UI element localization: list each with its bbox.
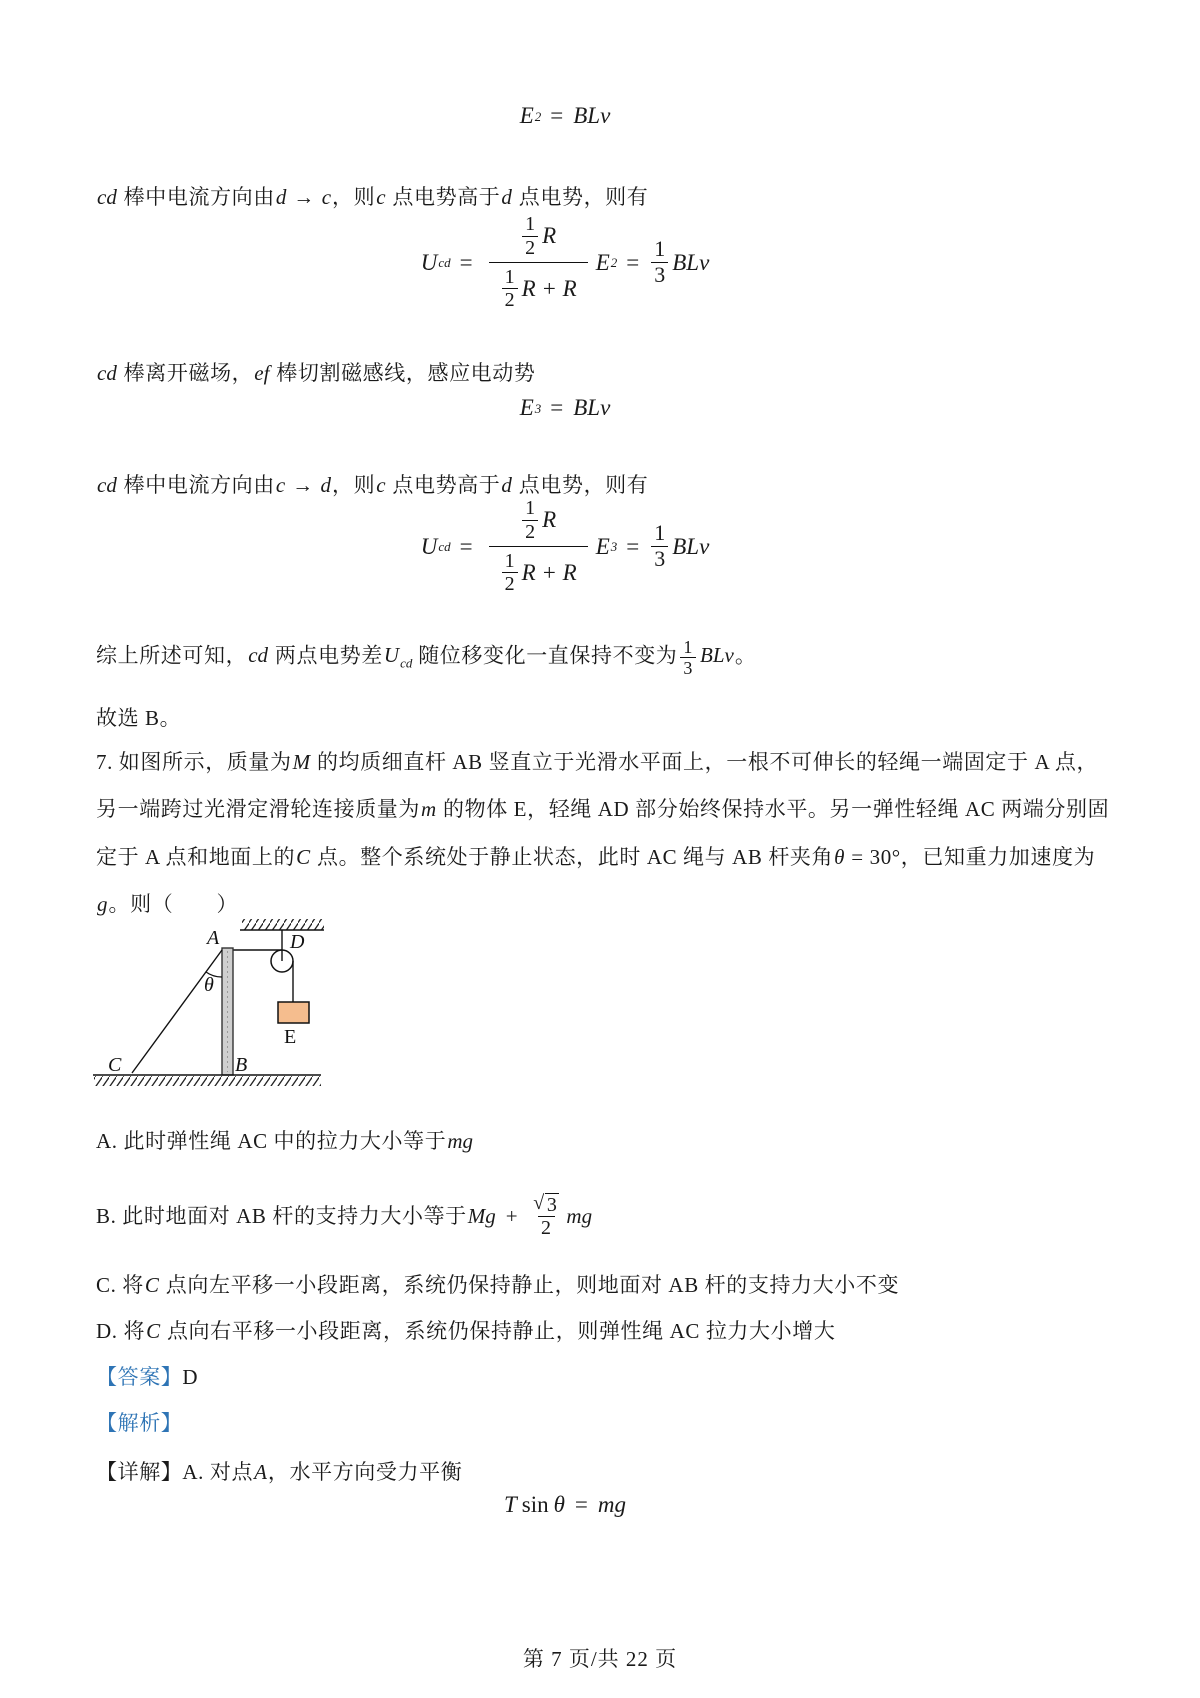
- option-c: C. 将C 点向左平移一小段距离，系统仍保持静止，则地面对 AB 杆的支持力大小不变: [96, 1273, 900, 1297]
- question7-line3: 定于 A 点和地面上的C 点。整个系统处于静止状态，此时 AC 绳与 AB 杆夹角θ = 30°，已知重力加速度为: [96, 845, 1096, 869]
- ucd3-lhs-sub: cd: [438, 539, 451, 554]
- label-b: B: [235, 1054, 248, 1076]
- tsin-rhs: mg: [597, 1492, 627, 1517]
- ucd3-blv: BLv: [672, 533, 710, 559]
- para-current-d-to-c: cd 棒中电流方向由d → c，则c 点电势高于d 点电势，则有: [97, 185, 649, 209]
- question7-line2: 另一端跨过光滑定滑轮连接质量为m 的物体 E，轻绳 AD 部分始终保持水平。另一弹性轻绳 AC 两端分别固: [96, 797, 1110, 821]
- analysis-line: [96, 1410, 182, 1437]
- question7-line4: g。则（ ）: [97, 892, 239, 916]
- page-footer: 第 7 页/共 22 页: [522, 1647, 678, 1671]
- ucd3-e: E: [595, 533, 610, 559]
- ucd3-num-half: 1 2: [522, 497, 538, 543]
- ucd2-coef-third: $\frac{1}{3}$: [651, 237, 668, 287]
- para-current-c-to-d: cd 棒中电流方向由c → d，则c 点电势高于d 点电势，则有: [97, 473, 649, 497]
- ucd2-num-half: 1 2: [522, 213, 538, 259]
- sqrt3-over-2-fraction: √ 3 2: [533, 1191, 558, 1239]
- question7-line1: 7. 如图所示，质量为M 的均质细直杆 AB 竖直立于光滑水平面上，一根不可伸长的轻绳一端固定于 A 点，: [96, 750, 1099, 774]
- formula-e2-base: E: [519, 103, 534, 128]
- formula-e3-rhs: BLv: [573, 395, 611, 420]
- formula-e3-base: E: [519, 395, 534, 420]
- answer-line: [96, 1364, 198, 1391]
- equals-sign: =: [550, 395, 564, 420]
- equals-sign: =: [550, 103, 564, 128]
- ucd2-lhs-sub: cd: [438, 255, 451, 270]
- formula-tsin: [0, 1492, 1130, 1518]
- analysis-label: 【解析】: [96, 1411, 183, 1435]
- ucd3-den-half: 1 2: [502, 550, 518, 596]
- label-c: C: [108, 1054, 122, 1076]
- ucd3-main-fraction: 1 2 R 1 2 R + R: [489, 494, 588, 599]
- equals-sign: =: [459, 249, 473, 275]
- formula-ucd-e3: U cd = 1 2 R 1 2 R + R E 3 = $\frac{1}{3}$ BLv: [0, 494, 1130, 599]
- option-d: D. 将C 点向右平移一小段距离，系统仍保持静止，则弹性绳 AC 拉力大小增大: [96, 1319, 836, 1343]
- ceiling-hatch: [242, 919, 324, 930]
- formula-e2: [0, 103, 1130, 129]
- rope-ac: [132, 950, 222, 1073]
- label-a: A: [207, 927, 220, 949]
- option-b: B. 此时地面对 AB 杆的支持力大小等于 Mg + √ 3 2 mg: [96, 1191, 593, 1239]
- formula-e3: [0, 395, 1130, 421]
- answer-value: D: [182, 1365, 199, 1389]
- tsin-theta: θ: [553, 1492, 565, 1517]
- para-leave-field: cd 棒离开磁场，ef 棒切割磁感线，感应电动势: [97, 361, 536, 385]
- ucd2-den-half: 1 2: [502, 266, 518, 312]
- para-conclusion: 综上所述可知，cd 两点电势差$U_{cd}$ 随位移变化一直保持不变为 $\frac{1}{3}$ BLv。: [96, 637, 757, 679]
- option-a: A. 此时弹性绳 AC 中的拉力大小等于mg: [96, 1129, 474, 1153]
- label-d: D: [290, 931, 305, 953]
- ucd3-lhs: U: [420, 533, 438, 559]
- equals-sign: =: [574, 1492, 588, 1517]
- detail-line: 【详解】A. 对点A，水平方向受力平衡: [96, 1460, 463, 1484]
- plus-sign: +: [505, 1203, 519, 1228]
- answer-label: 【答案】: [96, 1365, 183, 1389]
- one-third-fraction: $\frac{1}{3}$: [680, 637, 696, 678]
- sin-function: sin: [521, 1492, 549, 1517]
- formula-ucd-e2: U cd = 1 2 R 1 2 R + R E 2 = $\frac{1}{3}$ BLv: [0, 210, 1130, 315]
- ucd2-main-fraction: 1 2 R 1 2 R + R: [489, 210, 588, 315]
- radical-sign: √: [533, 1191, 545, 1214]
- label-e: E: [284, 1026, 297, 1048]
- weight-e-box: [278, 1002, 309, 1023]
- formula-e2-rhs: BLv: [573, 103, 611, 128]
- equals-sign: =: [626, 249, 640, 275]
- figure-q7-diagram: [88, 912, 338, 1090]
- ucd2-lhs: U: [420, 249, 438, 275]
- ucd3-coef-third: $\frac{1}{3}$: [651, 521, 668, 571]
- formula-e3-sub: 3: [534, 400, 542, 416]
- tsin-t: T: [503, 1492, 517, 1517]
- equals-sign: =: [459, 533, 473, 559]
- ucd2-e: E: [595, 249, 610, 275]
- para-choose-b: 故选 B。: [96, 706, 182, 730]
- label-theta: θ: [204, 974, 214, 996]
- formula-e2-sub: 2: [534, 108, 542, 124]
- ucd2-blv: BLv: [672, 249, 710, 275]
- equals-sign: =: [626, 533, 640, 559]
- ground-hatch: [94, 1076, 321, 1086]
